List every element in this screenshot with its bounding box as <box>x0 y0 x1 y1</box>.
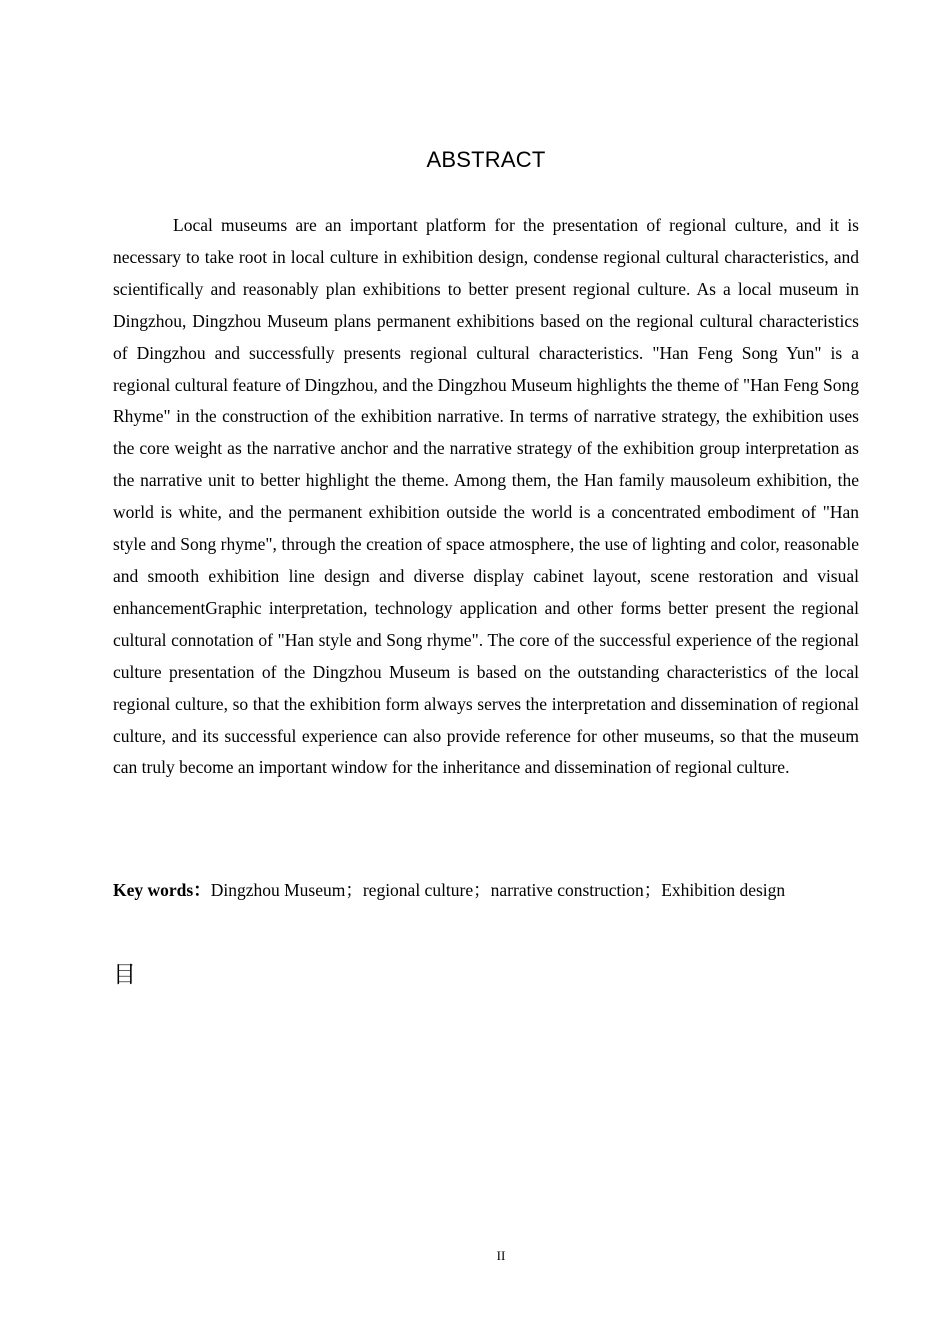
keywords-label: Key words： <box>113 880 211 900</box>
keywords-line <box>113 874 873 906</box>
toc-heading: 目 <box>113 962 136 988</box>
abstract-title: ABSTRACT <box>426 147 546 172</box>
abstract-paragraph: Local museums are an important platform for the presentation of regional culture, and it is necessary to take root in local culture in exhibition design, condense regional cultural characteristics, and scientifically and reasonably plan exhibitions to better present regional culture. As a local museum in Dingzhou, Dingzhou Museum plans permanent exhibitions based on the regional cultural characteristics of Dingzhou and successfully presents regional cultural characteristics. "Han Feng Song Yun" is a regional cultural feature of Dingzhou, and the Dingzhou Museum highlights the theme of "Han Feng Song Rhyme" in the construction of the exhibition narrative. In terms of narrative strategy, the exhibition uses the core weight as the narrative anchor and the narrative strategy of the exhibition group interpretation as the narrative unit to better highlight the theme. Among them, the Han family mausoleum exhibition, the world is white, and the permanent exhibition outside the world is a concentrated embodiment of "Han style and Song rhyme", through the creation of space atmosphere, the use of lighting and color, reasonable and smooth exhibition line design and diverse display cabinet layout, scene restoration and visual enhancementGraphic interpretation, technology application and other forms better present the regional cultural connotation of "Han style and Song rhyme". The core of the successful experience of the regional culture presentation of the Dingzhou Museum is based on the outstanding characteristics of the local regional culture, so that the exhibition form always serves the interpretation and dissemination of regional culture, and its successful experience can also provide reference for other museums, so that the museum can truly become an important window for the inheritance and dissemination of regional culture. <box>113 215 859 778</box>
keywords-text: Dingzhou Museum；regional culture；narrative construction；Exhibition design <box>210 880 786 900</box>
page-number: II <box>496 1248 506 1263</box>
